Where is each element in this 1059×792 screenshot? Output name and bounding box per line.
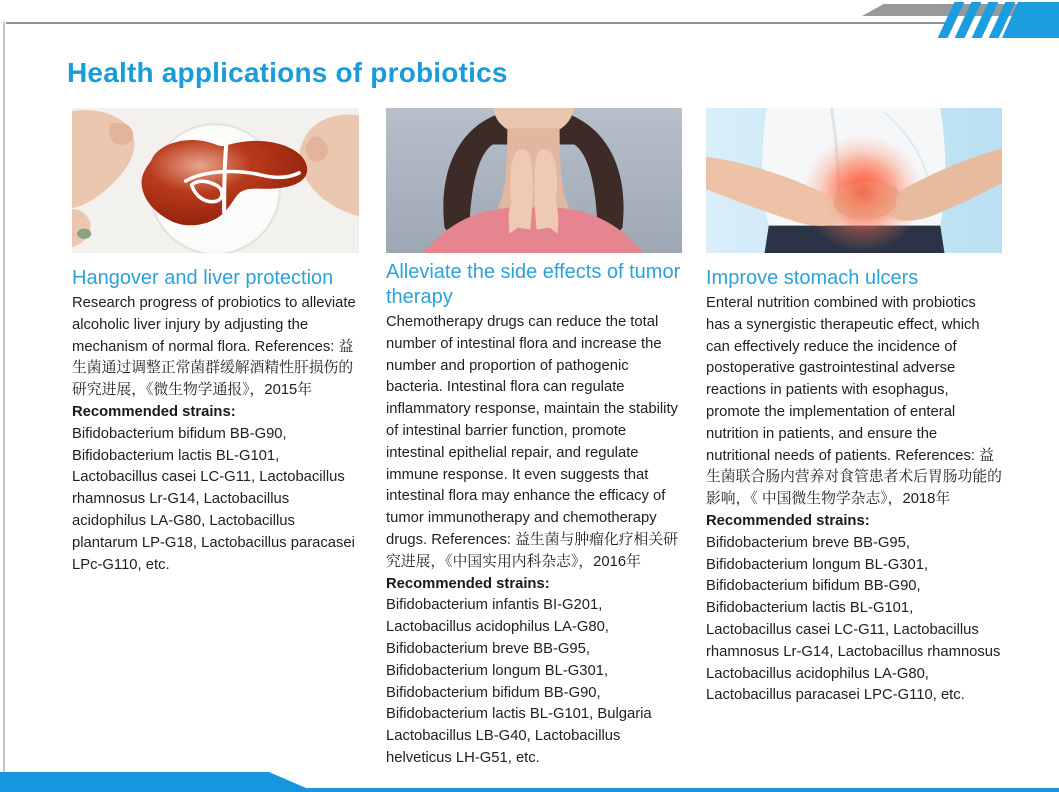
bottom-blue-band (0, 772, 1059, 792)
strains-text: Bifidobacterium bifidum BB-G90, Bifidobacterium lactis BL-G101, Lactobacillus casei LC-G11, Lactobacillus rhamnosus Lr-G14, Lactobacillus acidophilus LA-G80, Lactobacillus plantarum LP-G18, Lactobacillus paracasei LPc-G110, etc. (72, 425, 355, 573)
column-liver-protection (72, 108, 359, 576)
strains-text: Bifidobacterium breve BB-G95, Bifidobacterium longum BL-G301, Bifidobacterium bifidum BB-G90, Bifidobacterium lactis BL-G101, Lactobacillus casei LC-G11, Lactobacillus rhamnosus Lr-G14, Lactobacillus rhamnosus Lactobacillus acidophilus LA-G80, Lactobacillus paracasei LPC-G110, etc. (706, 534, 1001, 704)
top-divider-line (6, 22, 952, 24)
references-text: References: 益生菌联合肠内营养对食管患者术后胃肠功能的影响，《 中国微生物学杂志》，2018年 (706, 447, 1002, 508)
body-text: Enteral nutrition combined with probiotics has a synergistic therapeutic effect, which can effectively reduce the incidence of postoperative gastrointestinal adverse reactions in patients with esophagus, promote the implementation of enteral nutrition in patients, and ensure the nutritional needs of patients. (706, 295, 980, 464)
column-heading: Improve stomach ulcers (706, 267, 919, 289)
body-text: Research progress of probiotics to alleviate alcoholic liver injury by adjusting the mechanism of normal flora. (72, 295, 356, 355)
column-tumor-therapy (386, 108, 682, 770)
references-text: References: 益生菌与肿瘤化疗相关研究进展，《中国实用内科杂志》，2016年 (386, 531, 678, 570)
column-body (706, 293, 1002, 511)
page-title: Health applications of probiotics (67, 57, 508, 88)
column-body (72, 293, 359, 402)
throat-therapy-image (386, 108, 682, 253)
left-border-line (3, 22, 5, 772)
strains-label: Recommended strains: (72, 403, 236, 420)
column-heading: Hangover and liver protection (72, 267, 334, 289)
references-text: References: 益生菌通过调整正常菌群缓解酒精性肝损伤的研究进展，《微生物学通报》，2015年 (72, 338, 354, 399)
strains-text: Bifidobacterium infantis BI-G201, Lactobacillus acidophilus LA-G80, Bifidobacterium breve BB-G95, Bifidobacterium longum BL-G301, Bifidobacterium bifidum BB-G90, Bifidobacterium lactis BL-G101, Bulgaria Lactobacillus LB-G40, Lactobacillus helveticus LH-G51, etc. (386, 597, 652, 766)
strains-label: Recommended strains: (706, 512, 870, 529)
body-text: Chemotherapy drugs can reduce the total number of intestinal flora and increase the number and proportion of pathogenic bacteria. Intestinal flora can regulate inflammatory response, maintain the stability of intestinal barrier function, promote intestinal epithelial repair, and regulate immune response. It even suggests that intestinal flora may enhance the efficacy of tumor immunotherapy and chemotherapy drugs. (386, 314, 678, 548)
column-stomach-ulcers (706, 108, 1002, 707)
liver-protection-image (72, 108, 359, 253)
strains-label: Recommended strains: (386, 575, 550, 592)
column-body (386, 312, 682, 574)
stomach-pain-image (706, 108, 1002, 253)
column-heading: Alleviate the side effects of tumor therapy (386, 261, 681, 308)
